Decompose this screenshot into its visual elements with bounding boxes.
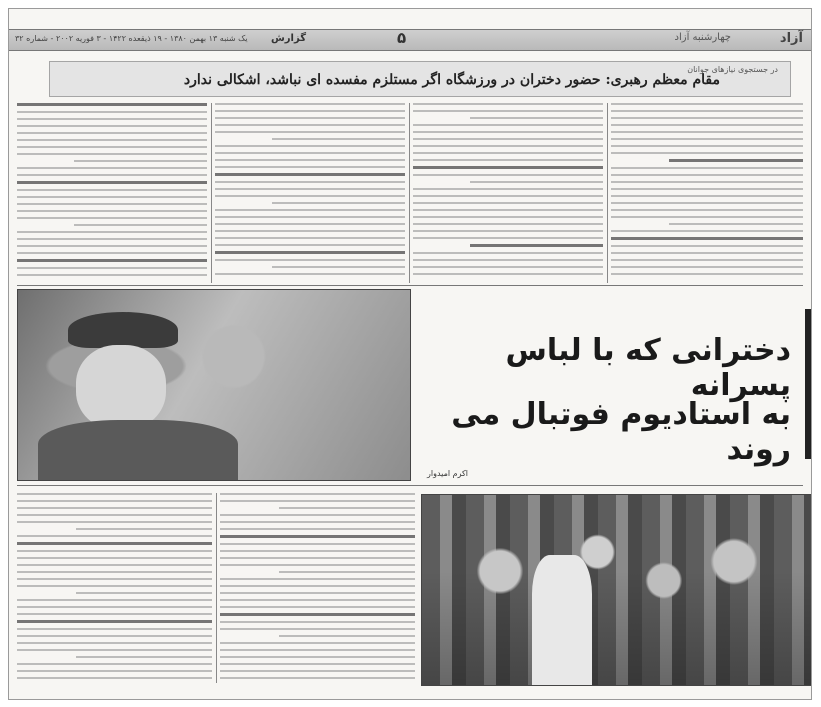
- text-line: [215, 216, 405, 218]
- issue-date: یک شنبه ۱۳ بهمن ۱۳۸۰ - ۱۹ ذیقعده ۱۴۲۲ - ۳ فوریه ۲۰۰۲ - شماره ۳۲: [15, 34, 248, 43]
- boy-in-white-shirt: [532, 555, 592, 685]
- text-line: [220, 535, 415, 538]
- text-line: [215, 223, 405, 225]
- text-line: [413, 152, 603, 154]
- text-line: [413, 131, 603, 133]
- text-line: [215, 244, 405, 246]
- text-line: [220, 628, 415, 630]
- text-line: [611, 174, 803, 176]
- text-line: [17, 514, 212, 516]
- text-line: [17, 259, 207, 262]
- text-line: [413, 110, 603, 112]
- text-line: [215, 145, 405, 147]
- text-line: [413, 159, 603, 161]
- cap: [68, 312, 178, 348]
- text-line: [17, 125, 207, 127]
- text-line: [76, 656, 213, 658]
- headline-title: مقام معظم رهبری: حضور دختران در ورزشگاه اگر مستلزم مفسده ای نباشد، اشکالی ندارد: [183, 72, 720, 88]
- text-line: [413, 166, 603, 169]
- text-line: [611, 273, 803, 275]
- text-line: [17, 203, 207, 205]
- text-line: [17, 274, 207, 276]
- text-line: [611, 124, 803, 126]
- text-line: [220, 599, 415, 601]
- section-rule: [17, 285, 803, 286]
- text-line: [215, 117, 405, 119]
- text-line: [611, 138, 803, 140]
- text-line: [611, 167, 803, 169]
- girl-photo: [17, 289, 411, 481]
- text-line: [413, 266, 603, 268]
- page-number: ۵: [397, 29, 407, 47]
- crowd-photo: [421, 494, 812, 686]
- text-line: [215, 103, 405, 105]
- text-line: [470, 244, 603, 247]
- text-line: [17, 585, 212, 587]
- text-line: [215, 237, 405, 239]
- text-line: [220, 649, 415, 651]
- text-line: [220, 621, 415, 623]
- crowd: [422, 495, 812, 685]
- section-name: چهارشنبه آزاد: [674, 32, 731, 43]
- text-line: [611, 237, 803, 240]
- text-line: [611, 152, 803, 154]
- text-line: [220, 521, 415, 523]
- text-line: [279, 507, 416, 509]
- newspaper-page: [8, 8, 812, 700]
- text-line: [220, 670, 415, 672]
- text-line: [611, 188, 803, 190]
- headline-kicker: در جستجوی نیازهای جوانان: [687, 65, 778, 74]
- text-line: [413, 138, 603, 140]
- text-line: [279, 571, 416, 573]
- text-line: [215, 159, 405, 161]
- text-line: [17, 167, 207, 169]
- text-line: [17, 139, 207, 141]
- text-line: [220, 663, 415, 665]
- text-line: [413, 252, 603, 254]
- text-line: [611, 209, 803, 211]
- text-line: [220, 592, 415, 594]
- byline: اکرم امیدوار: [427, 469, 469, 478]
- text-line: [215, 188, 405, 190]
- text-line: [17, 670, 212, 672]
- text-line: [611, 181, 803, 183]
- text-line: [611, 131, 803, 133]
- text-line: [76, 592, 213, 594]
- top-headline: [49, 61, 791, 97]
- text-column-6: [220, 493, 415, 683]
- text-line: [17, 146, 207, 148]
- text-line: [17, 635, 212, 637]
- text-line: [413, 223, 603, 225]
- text-line: [220, 656, 415, 658]
- report-label: گزارش: [271, 33, 307, 44]
- text-line: [17, 217, 207, 219]
- text-line: [17, 606, 212, 608]
- text-line: [215, 230, 405, 232]
- column-divider: [607, 103, 608, 283]
- text-line: [17, 649, 212, 651]
- text-line: [17, 557, 212, 559]
- text-line: [215, 195, 405, 197]
- text-line: [17, 642, 212, 644]
- text-line: [220, 585, 415, 587]
- text-line: [215, 124, 405, 126]
- text-line: [611, 110, 803, 112]
- text-line: [17, 267, 207, 269]
- text-line: [413, 103, 603, 105]
- text-line: [220, 613, 415, 616]
- text-line: [17, 550, 212, 552]
- text-line: [17, 663, 212, 665]
- text-column-3: [413, 103, 603, 283]
- text-line: [272, 266, 405, 268]
- feature-title-box: [419, 309, 811, 479]
- paper-name: آزاد: [779, 31, 803, 46]
- text-line: [17, 153, 207, 155]
- text-line: [215, 251, 405, 254]
- text-line: [17, 507, 212, 509]
- text-line: [17, 620, 212, 623]
- text-line: [413, 216, 603, 218]
- text-line: [17, 493, 212, 495]
- text-line: [17, 196, 207, 198]
- text-line: [220, 528, 415, 530]
- column-divider: [409, 103, 410, 283]
- text-line: [413, 195, 603, 197]
- text-line: [611, 266, 803, 268]
- title-accent-bar: [805, 309, 811, 459]
- text-line: [76, 528, 213, 530]
- text-line: [220, 564, 415, 566]
- text-line: [17, 628, 212, 630]
- text-line: [413, 230, 603, 232]
- text-line: [470, 181, 603, 183]
- text-line: [220, 557, 415, 559]
- text-line: [611, 252, 803, 254]
- text-line: [17, 613, 212, 615]
- text-line: [17, 677, 212, 679]
- text-line: [17, 238, 207, 240]
- text-line: [17, 111, 207, 113]
- text-line: [611, 216, 803, 218]
- text-line: [17, 181, 207, 184]
- text-line: [413, 188, 603, 190]
- text-line: [17, 599, 212, 601]
- text-line: [17, 564, 212, 566]
- text-line: [611, 245, 803, 247]
- text-line: [272, 202, 405, 204]
- text-line: [413, 202, 603, 204]
- column-divider: [211, 103, 212, 283]
- text-line: [669, 159, 803, 162]
- text-line: [413, 273, 603, 275]
- text-line: [17, 578, 212, 580]
- text-line: [413, 209, 603, 211]
- text-column-4: [611, 103, 803, 283]
- text-line: [220, 642, 415, 644]
- text-line: [611, 202, 803, 204]
- text-line: [17, 174, 207, 176]
- text-line: [413, 174, 603, 176]
- text-line: [413, 259, 603, 261]
- text-line: [215, 166, 405, 168]
- text-line: [17, 132, 207, 134]
- feature-title-line-1: دخترانی که با لباس پسرانه: [505, 333, 791, 403]
- shirt: [38, 420, 238, 480]
- text-line: [17, 521, 212, 523]
- text-line: [272, 138, 405, 140]
- text-line: [669, 223, 803, 225]
- text-line: [611, 230, 803, 232]
- text-line: [17, 571, 212, 573]
- column-divider: [216, 493, 217, 683]
- section-rule: [17, 485, 803, 486]
- text-line: [74, 224, 207, 226]
- text-line: [215, 173, 405, 176]
- text-line: [611, 259, 803, 261]
- text-line: [17, 103, 207, 106]
- text-line: [215, 131, 405, 133]
- text-line: [215, 209, 405, 211]
- text-line: [611, 195, 803, 197]
- text-line: [413, 124, 603, 126]
- text-line: [413, 145, 603, 147]
- text-line: [413, 237, 603, 239]
- text-column-1: [17, 103, 207, 283]
- text-line: [17, 245, 207, 247]
- text-line: [611, 103, 803, 105]
- text-line: [17, 542, 212, 545]
- text-line: [17, 118, 207, 120]
- text-line: [611, 145, 803, 147]
- text-line: [17, 500, 212, 502]
- text-line: [611, 117, 803, 119]
- text-column-5: [17, 493, 212, 683]
- face: [76, 345, 166, 430]
- text-line: [74, 160, 207, 162]
- text-line: [215, 152, 405, 154]
- text-line: [17, 535, 212, 537]
- text-line: [470, 117, 603, 119]
- text-line: [215, 273, 405, 275]
- text-line: [17, 252, 207, 254]
- text-line: [17, 189, 207, 191]
- text-line: [215, 181, 405, 183]
- text-line: [220, 543, 415, 545]
- text-line: [17, 210, 207, 212]
- text-line: [220, 677, 415, 679]
- masthead: [9, 29, 811, 51]
- text-line: [17, 231, 207, 233]
- text-line: [220, 550, 415, 552]
- text-line: [220, 500, 415, 502]
- text-line: [220, 493, 415, 495]
- text-column-2: [215, 103, 405, 283]
- feature-title-line-2: به استادیوم فوتبال می روند: [451, 397, 791, 467]
- text-line: [220, 578, 415, 580]
- text-line: [215, 259, 405, 261]
- text-line: [220, 606, 415, 608]
- text-line: [279, 635, 416, 637]
- text-line: [220, 514, 415, 516]
- text-line: [215, 110, 405, 112]
